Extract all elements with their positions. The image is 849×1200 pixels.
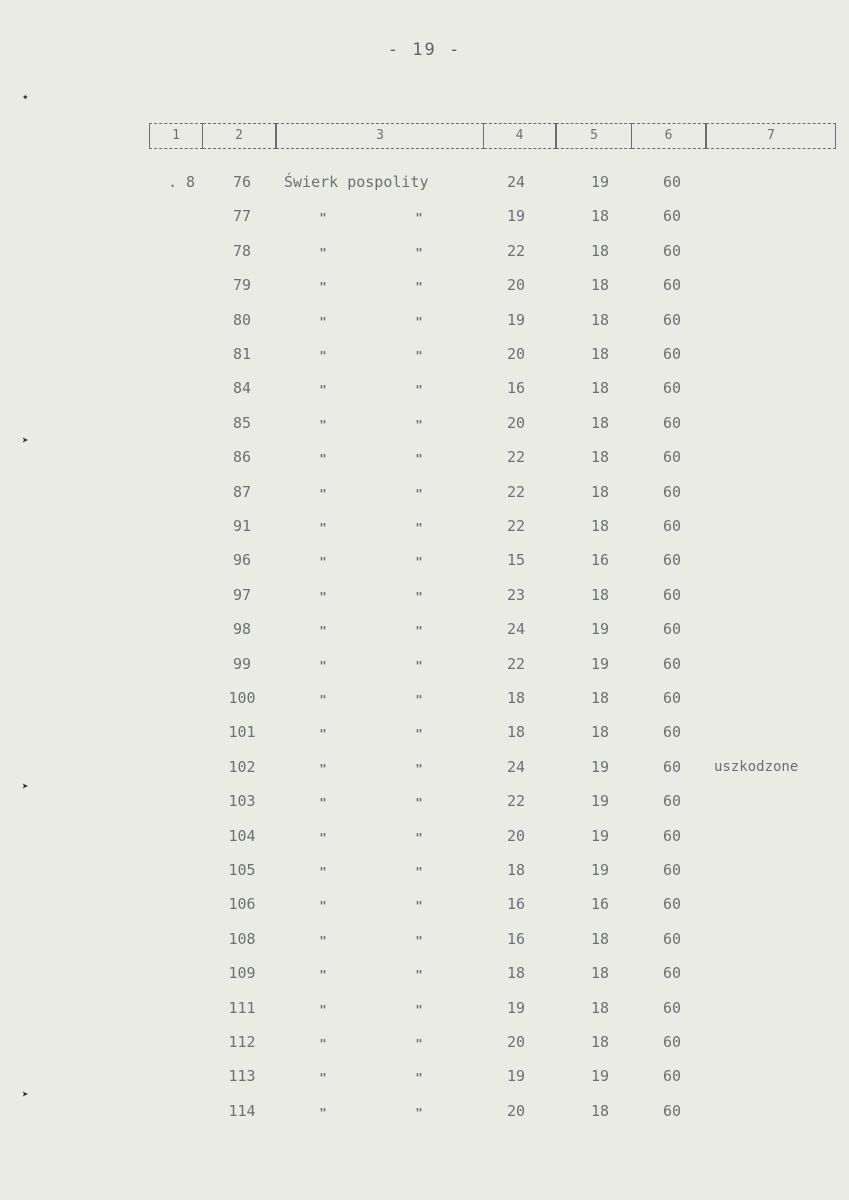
ditto-mark: " xyxy=(319,693,327,707)
tree-number: 101 xyxy=(228,723,256,741)
header-label-5: 5 xyxy=(590,128,598,143)
value-col-4: 22 xyxy=(506,448,526,466)
value-col-6: 60 xyxy=(662,1102,682,1120)
ditto-mark: " xyxy=(415,624,423,638)
value-col-6: 60 xyxy=(662,207,682,225)
value-col-4: 16 xyxy=(506,930,526,948)
value-col-5: 18 xyxy=(590,1102,610,1120)
tree-number: 78 xyxy=(232,242,252,260)
value-col-5: 19 xyxy=(590,758,610,776)
ditto-mark: " xyxy=(415,280,423,294)
value-col-5: 18 xyxy=(590,207,610,225)
value-col-5: 18 xyxy=(590,930,610,948)
ditto-mark: " xyxy=(415,1037,423,1051)
ditto-mark: " xyxy=(319,727,327,741)
value-col-6: 60 xyxy=(662,655,682,673)
tree-number: 87 xyxy=(232,483,252,501)
ditto-mark: " xyxy=(319,418,327,432)
ditto-mark: " xyxy=(319,487,327,501)
value-col-6: 60 xyxy=(662,895,682,913)
value-col-6: 60 xyxy=(662,173,682,191)
value-col-6: 60 xyxy=(662,1067,682,1085)
ditto-mark: " xyxy=(415,590,423,604)
ditto-mark: " xyxy=(319,659,327,673)
tree-number: 80 xyxy=(232,311,252,329)
value-col-5: 16 xyxy=(590,895,610,913)
value-col-6: 60 xyxy=(662,620,682,638)
value-col-6: 60 xyxy=(662,586,682,604)
tree-number: 91 xyxy=(232,517,252,535)
ditto-mark: " xyxy=(415,349,423,363)
value-col-5: 18 xyxy=(590,414,610,432)
margin-mark-icon: ➤ xyxy=(22,434,29,447)
value-col-4: 19 xyxy=(506,207,526,225)
ditto-mark: " xyxy=(415,693,423,707)
value-col-6: 60 xyxy=(662,311,682,329)
value-col-6: 60 xyxy=(662,448,682,466)
ditto-mark: " xyxy=(415,521,423,535)
value-col-4: 22 xyxy=(506,655,526,673)
value-col-5: 19 xyxy=(590,827,610,845)
value-col-5: 18 xyxy=(590,242,610,260)
header-label-6: 6 xyxy=(664,128,673,143)
tree-number: 113 xyxy=(228,1067,256,1085)
tree-number: 85 xyxy=(232,414,252,432)
tree-number: 99 xyxy=(232,655,252,673)
value-col-6: 60 xyxy=(662,999,682,1017)
value-col-5: 18 xyxy=(590,1033,610,1051)
tree-number: 112 xyxy=(228,1033,256,1051)
value-col-4: 19 xyxy=(506,999,526,1017)
value-col-5: 19 xyxy=(590,655,610,673)
ditto-mark: " xyxy=(415,796,423,810)
ditto-mark: " xyxy=(415,555,423,569)
ditto-mark: " xyxy=(319,1106,327,1120)
value-col-4: 22 xyxy=(506,242,526,260)
value-col-5: 18 xyxy=(590,517,610,535)
tree-number: 114 xyxy=(228,1102,256,1120)
ditto-mark: " xyxy=(319,521,327,535)
value-col-5: 16 xyxy=(590,551,610,569)
tree-number: 111 xyxy=(228,999,256,1017)
ditto-mark: " xyxy=(319,796,327,810)
ditto-mark: " xyxy=(415,315,423,329)
ditto-mark: " xyxy=(319,624,327,638)
tree-number: 104 xyxy=(228,827,256,845)
value-col-6: 60 xyxy=(662,930,682,948)
ditto-mark: " xyxy=(319,383,327,397)
ditto-mark: " xyxy=(319,865,327,879)
value-col-4: 20 xyxy=(506,827,526,845)
ditto-mark: " xyxy=(319,590,327,604)
ditto-mark: " xyxy=(319,280,327,294)
header-label-1: 1 xyxy=(172,128,180,143)
value-col-4: 22 xyxy=(506,517,526,535)
value-col-4: 18 xyxy=(506,861,526,879)
value-col-4: 18 xyxy=(506,689,526,707)
value-col-5: 18 xyxy=(590,586,610,604)
value-col-4: 15 xyxy=(506,551,526,569)
ditto-mark: " xyxy=(415,211,423,225)
value-col-5: 18 xyxy=(590,311,610,329)
tree-number: 98 xyxy=(232,620,252,638)
ditto-mark: " xyxy=(319,246,327,260)
header-label-3: 3 xyxy=(376,128,384,143)
value-col-5: 18 xyxy=(590,483,610,501)
header-label-2: 2 xyxy=(235,128,243,143)
tree-number: 97 xyxy=(232,586,252,604)
value-col-5: 18 xyxy=(590,964,610,982)
tree-number: 86 xyxy=(232,448,252,466)
tree-number: 105 xyxy=(228,861,256,879)
value-col-6: 60 xyxy=(662,792,682,810)
ditto-mark: " xyxy=(319,831,327,845)
value-col-6: 60 xyxy=(662,551,682,569)
value-col-6: 60 xyxy=(662,758,682,776)
ditto-mark: " xyxy=(415,487,423,501)
header-label-4: 4 xyxy=(515,128,524,143)
tree-number: 102 xyxy=(228,758,256,776)
ditto-mark: " xyxy=(415,899,423,913)
value-col-5: 18 xyxy=(590,999,610,1017)
remark: uszkodzone xyxy=(714,759,799,775)
value-col-5: 19 xyxy=(590,173,610,191)
ditto-mark: " xyxy=(415,659,423,673)
value-col-4: 22 xyxy=(506,792,526,810)
value-col-6: 60 xyxy=(662,379,682,397)
value-col-6: 60 xyxy=(662,345,682,363)
value-col-6: 60 xyxy=(662,517,682,535)
ditto-mark: " xyxy=(319,555,327,569)
ditto-mark: " xyxy=(415,727,423,741)
page-number: - 19 - xyxy=(387,40,462,60)
value-col-4: 20 xyxy=(506,276,526,294)
ditto-mark: " xyxy=(319,968,327,982)
value-col-4: 24 xyxy=(506,758,526,776)
tree-number: 106 xyxy=(228,895,256,913)
ditto-mark: " xyxy=(319,349,327,363)
value-col-5: 18 xyxy=(590,723,610,741)
ditto-mark: " xyxy=(319,1003,327,1017)
value-col-4: 24 xyxy=(506,620,526,638)
ditto-mark: " xyxy=(415,762,423,776)
value-col-6: 60 xyxy=(662,276,682,294)
ditto-mark: " xyxy=(319,1071,327,1085)
value-col-4: 23 xyxy=(506,586,526,604)
ditto-mark: " xyxy=(319,315,327,329)
ditto-mark: " xyxy=(319,1037,327,1051)
header-label-7: 7 xyxy=(767,128,775,143)
tree-number: 108 xyxy=(228,930,256,948)
row-prefix: . 8 xyxy=(168,173,196,191)
ditto-mark: " xyxy=(415,831,423,845)
value-col-4: 18 xyxy=(506,723,526,741)
value-col-4: 20 xyxy=(506,414,526,432)
value-col-6: 60 xyxy=(662,723,682,741)
value-col-5: 18 xyxy=(590,345,610,363)
ditto-mark: " xyxy=(319,934,327,948)
tree-number: 103 xyxy=(228,792,256,810)
ditto-mark: " xyxy=(415,934,423,948)
value-col-4: 19 xyxy=(506,1067,526,1085)
value-col-6: 60 xyxy=(662,242,682,260)
value-col-5: 19 xyxy=(590,792,610,810)
value-col-4: 20 xyxy=(506,345,526,363)
value-col-5: 19 xyxy=(590,861,610,879)
ditto-mark: " xyxy=(319,899,327,913)
tree-number: 81 xyxy=(232,345,252,363)
value-col-4: 16 xyxy=(506,895,526,913)
value-col-5: 18 xyxy=(590,379,610,397)
value-col-5: 19 xyxy=(590,620,610,638)
margin-mark-icon: ➤ xyxy=(22,780,29,793)
value-col-4: 20 xyxy=(506,1102,526,1120)
ditto-mark: " xyxy=(415,1071,423,1085)
value-col-5: 18 xyxy=(590,276,610,294)
value-col-6: 60 xyxy=(662,964,682,982)
ditto-mark: " xyxy=(415,452,423,466)
tree-number: 100 xyxy=(228,689,256,707)
ditto-mark: " xyxy=(319,762,327,776)
value-col-6: 60 xyxy=(662,483,682,501)
ditto-mark: " xyxy=(415,1106,423,1120)
value-col-6: 60 xyxy=(662,827,682,845)
value-col-4: 22 xyxy=(506,483,526,501)
ditto-mark: " xyxy=(415,418,423,432)
tree-number: 96 xyxy=(232,551,252,569)
ditto-mark: " xyxy=(415,1003,423,1017)
value-col-6: 60 xyxy=(662,689,682,707)
value-col-6: 60 xyxy=(662,414,682,432)
value-col-4: 20 xyxy=(506,1033,526,1051)
ditto-mark: " xyxy=(415,383,423,397)
ditto-mark: " xyxy=(415,968,423,982)
species-name: Świerk pospolity xyxy=(284,173,429,191)
ditto-mark: " xyxy=(319,452,327,466)
value-col-5: 18 xyxy=(590,448,610,466)
value-col-5: 19 xyxy=(590,1067,610,1085)
ditto-mark: " xyxy=(415,246,423,260)
value-col-5: 18 xyxy=(590,689,610,707)
tree-number: 79 xyxy=(232,276,252,294)
tree-number: 109 xyxy=(228,964,256,982)
value-col-6: 60 xyxy=(662,861,682,879)
value-col-6: 60 xyxy=(662,1033,682,1051)
margin-mark-icon: ➤ xyxy=(22,1088,29,1101)
value-col-4: 19 xyxy=(506,311,526,329)
ditto-mark: " xyxy=(415,865,423,879)
margin-mark-icon: ✦ xyxy=(22,90,29,103)
value-col-4: 24 xyxy=(506,173,526,191)
value-col-4: 18 xyxy=(506,964,526,982)
value-col-4: 16 xyxy=(506,379,526,397)
tree-number: 76 xyxy=(232,173,252,191)
tree-number: 77 xyxy=(232,207,252,225)
ditto-mark: " xyxy=(319,211,327,225)
tree-number: 84 xyxy=(232,379,252,397)
